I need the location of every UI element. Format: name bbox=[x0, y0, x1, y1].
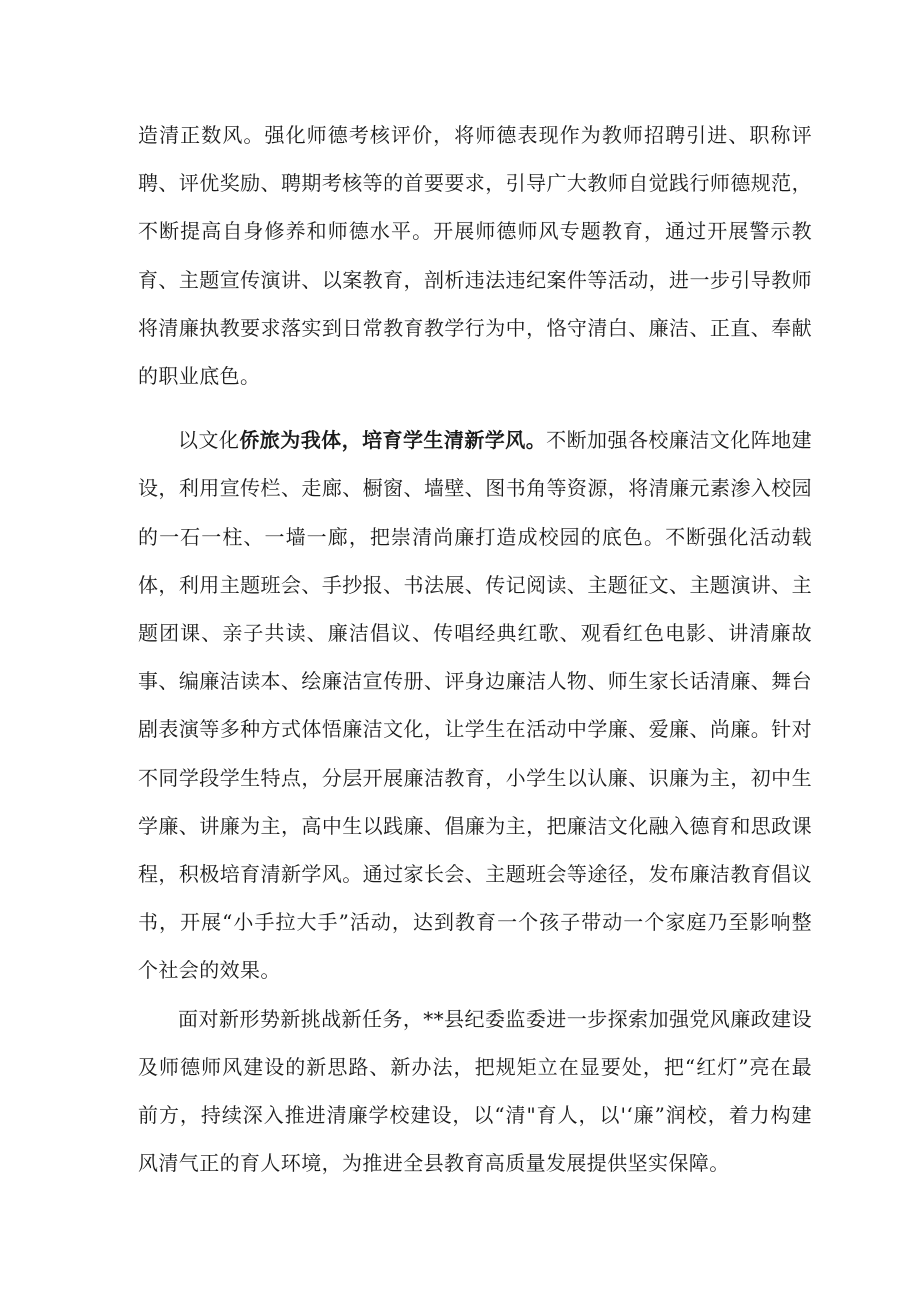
paragraph-student-culture bbox=[138, 416, 812, 994]
paragraph-text: 不断加强各校廉洁文化阵地建设，利用宣传栏、走廊、橱窗、墙壁、图书角等资源，将清廉元素渗入校园的一石一柱、一墙一廊，把崇清尚廉打造成校园的底色。不断强化活动载体，利用主题班会、手抄报、书法展、传记阅读、主题征文、主题演讲、主题团课、亲子共读、廉洁倡议、传唱经典红歌、观看红色电影、讲清廉故事、编廉洁读本、绘廉洁宣传册、评身边廉洁人物、师生家长话清廉、舞台剧表演等多种方式体悟廉洁文化，让学生在活动中学廉、爱廉、尚廉。针对不同学段学生特点，分层开展廉洁教育，小学生以认廉、识廉为主，初中生学廉、讲廉为主，高中生以践廉、倡廉为主，把廉洁文化融入德育和思政课程，积极培育清新学风。通过家长会、主题班会等途径，发布廉洁教育倡议书，开展“小手拉大手”活动，达到教育一个孩子带动一个家庭乃至影响整个社会的效果。 bbox=[138, 428, 812, 983]
paragraph-text: 造清正数风。强化师德考核评价，将师德表现作为教师招聘引进、职称评聘、评优奖励、聘期考核等的首要要求，引导广大教师自觉践行师德规范，不断提高自身修养和师德水平。开展师德师风专题教育，通过开展警示教育、主题宣传演讲、以案教育，剖析违法违纪案件等活动，进一步引导教师将清廉执教要求落实到日常教育教学行为中，恪守清白、廉洁、正直、奉献的职业底色。 bbox=[138, 123, 812, 389]
paragraph-conclusion bbox=[138, 995, 812, 1188]
paragraph-text: 面对新形势新挑战新任务，**县纪委监委进一步探索加强党风廉政建设及师德师风建设的新思路、新办法，把规矩立在显要处，把“红灯”亮在最前方，持续深入推进清廉学校建设，以“清"育人，以'‘廉”润校，着力构建风清气正的育人环境，为推进全县教育高质量发展提供坚实保障。 bbox=[138, 1006, 812, 1176]
paragraph-heading: 侨旅为我体，培育学生清新学风。 bbox=[239, 428, 547, 453]
paragraph-lead: 以文化 bbox=[178, 428, 240, 453]
paragraph-teacher-ethics bbox=[138, 111, 812, 400]
